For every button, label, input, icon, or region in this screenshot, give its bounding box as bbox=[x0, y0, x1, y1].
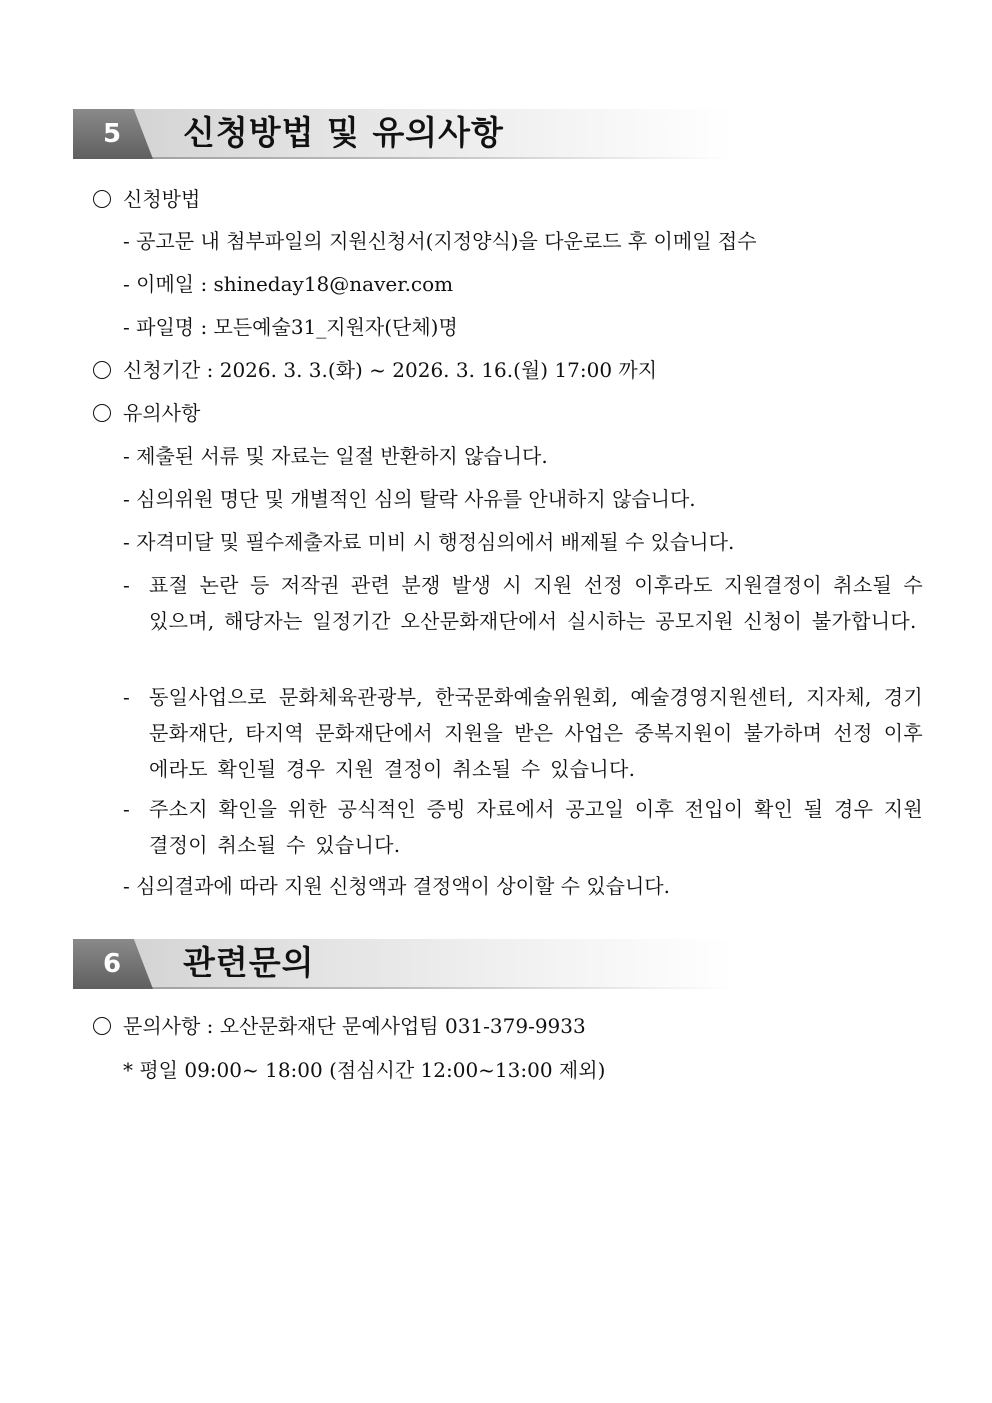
item-text: 심의위원 명단 및 개별적인 심의 탈락 사유를 안내하지 않습니다. bbox=[136, 487, 696, 511]
item-text: 파일명 : 모든예술31_지원자(단체)명 bbox=[136, 315, 458, 339]
dash: - bbox=[123, 797, 130, 821]
list-item bbox=[123, 791, 923, 863]
list-item bbox=[123, 524, 734, 560]
item-text: 동일사업으로 문화체육관광부, 한국문화예술위원회, 예술경영지원센터, 지자체, 경기문화재단, 타지역 문화재단에서 지원을 받은 사업은 중복지원이 불가하며 선정 이후에라도 확인될 경우 지원 결정이 취소될 수 있습니다. bbox=[149, 685, 923, 781]
bullet-label: 신청방법 bbox=[123, 187, 201, 211]
dash: - bbox=[123, 685, 130, 709]
hours-note bbox=[123, 1052, 605, 1088]
dash: - bbox=[123, 229, 130, 253]
section-title: 신청방법 및 유의사항 bbox=[183, 113, 504, 152]
dash: - bbox=[123, 315, 130, 339]
item-text: 주소지 확인을 위한 공식적인 증빙 자료에서 공고일 이후 전입이 확인 될 경우 지원 결정이 취소될 수 있습니다. bbox=[149, 797, 923, 857]
header-underline bbox=[73, 987, 733, 989]
section-title: 관련문의 bbox=[183, 943, 315, 982]
list-item bbox=[123, 223, 757, 259]
dash: - bbox=[123, 272, 130, 296]
period-text: 신청기간 : 2026. 3. 3.(화) ~ 2026. 3. 16.(월) 17:00 까지 bbox=[123, 358, 658, 382]
bullet-how-to-apply bbox=[93, 181, 200, 217]
circle-bullet-icon bbox=[93, 361, 111, 379]
email-text: 이메일 : shineday18@naver.com bbox=[136, 272, 454, 296]
list-item bbox=[123, 567, 923, 639]
bullet-label: 유의사항 bbox=[123, 401, 201, 425]
dash: - bbox=[123, 487, 130, 511]
circle-bullet-icon bbox=[93, 1017, 111, 1035]
list-item bbox=[123, 868, 670, 904]
list-item bbox=[123, 266, 453, 302]
dash: - bbox=[123, 530, 130, 554]
section-6-header bbox=[73, 939, 733, 989]
bullet-inquiry bbox=[93, 1008, 586, 1044]
circle-bullet-icon bbox=[93, 404, 111, 422]
section-number: 6 bbox=[102, 949, 122, 979]
item-text: 자격미달 및 필수제출자료 미비 시 행정심의에서 배제될 수 있습니다. bbox=[136, 530, 735, 554]
item-text: 표절 논란 등 저작권 관련 분쟁 발생 시 지원 선정 이후라도 지원결정이 취소될 수 있으며, 해당자는 일정기간 오산문화재단에서 실시하는 공모지원 신청이 불가합니다. bbox=[149, 573, 923, 633]
item-text: 제출된 서류 및 자료는 일절 반환하지 않습니다. bbox=[136, 444, 548, 468]
list-item bbox=[123, 438, 548, 474]
item-text: 심의결과에 따라 지원 신청액과 결정액이 상이할 수 있습니다. bbox=[136, 874, 670, 898]
dash: - bbox=[123, 444, 130, 468]
bullet-notes bbox=[93, 395, 200, 431]
dash: - bbox=[123, 573, 130, 597]
hours-text: * 평일 09:00~ 18:00 (점심시간 12:00~13:00 제외) bbox=[123, 1058, 606, 1082]
section-number: 5 bbox=[102, 119, 122, 149]
list-item bbox=[123, 481, 696, 517]
section-5-header bbox=[73, 109, 733, 159]
header-band bbox=[73, 939, 733, 989]
item-text: 공고문 내 첨부파일의 지원신청서(지정양식)을 다운로드 후 이메일 접수 bbox=[136, 229, 757, 253]
bullet-period bbox=[93, 352, 657, 388]
inquiry-text: 문의사항 : 오산문화재단 문예사업팀 031-379-9933 bbox=[123, 1014, 586, 1038]
list-item bbox=[123, 309, 458, 345]
dash: - bbox=[123, 874, 130, 898]
list-item bbox=[123, 679, 923, 787]
circle-bullet-icon bbox=[93, 190, 111, 208]
